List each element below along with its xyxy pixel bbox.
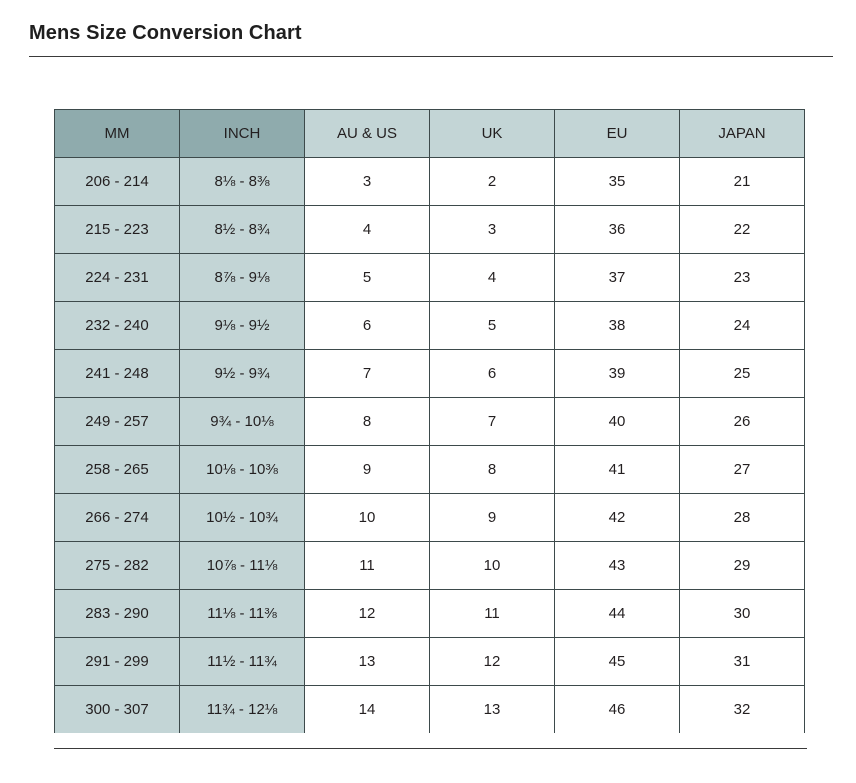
header-au-us: AU & US — [305, 110, 430, 158]
table-row — [55, 446, 805, 494]
cell-eu: 37 — [555, 254, 680, 302]
title-divider — [29, 56, 833, 57]
cell-au-us: 12 — [305, 590, 430, 638]
cell-japan: 27 — [680, 446, 805, 494]
cell-mm: 215 - 223 — [55, 206, 180, 254]
cell-au-us: 5 — [305, 254, 430, 302]
cell-eu: 35 — [555, 158, 680, 206]
cell-japan: 32 — [680, 686, 805, 734]
header-uk: UK — [430, 110, 555, 158]
table-row — [55, 590, 805, 638]
cell-japan: 24 — [680, 302, 805, 350]
cell-eu: 40 — [555, 398, 680, 446]
cell-au-us: 3 — [305, 158, 430, 206]
cell-mm: 241 - 248 — [55, 350, 180, 398]
cell-au-us: 6 — [305, 302, 430, 350]
table-row — [55, 158, 805, 206]
cell-mm: 232 - 240 — [55, 302, 180, 350]
cell-japan: 28 — [680, 494, 805, 542]
cell-inch: 11½ - 11¾ — [180, 638, 305, 686]
cell-eu: 44 — [555, 590, 680, 638]
table-row — [55, 254, 805, 302]
cell-uk: 4 — [430, 254, 555, 302]
table-row — [55, 494, 805, 542]
cell-inch: 9¾ - 10⅛ — [180, 398, 305, 446]
size-conversion-table — [54, 109, 805, 733]
cell-inch: 10⅞ - 11⅛ — [180, 542, 305, 590]
cell-japan: 25 — [680, 350, 805, 398]
cell-japan: 23 — [680, 254, 805, 302]
cell-uk: 10 — [430, 542, 555, 590]
cell-inch: 11⅛ - 11⅜ — [180, 590, 305, 638]
header-japan: JAPAN — [680, 110, 805, 158]
cell-uk: 11 — [430, 590, 555, 638]
cell-uk: 6 — [430, 350, 555, 398]
cell-au-us: 4 — [305, 206, 430, 254]
cell-inch: 8⅛ - 8⅜ — [180, 158, 305, 206]
cell-japan: 26 — [680, 398, 805, 446]
cell-eu: 42 — [555, 494, 680, 542]
header-inch: INCH — [180, 110, 305, 158]
cell-eu: 38 — [555, 302, 680, 350]
cell-japan: 30 — [680, 590, 805, 638]
table-row — [55, 686, 805, 734]
cell-japan: 29 — [680, 542, 805, 590]
header-mm: MM — [55, 110, 180, 158]
bottom-divider — [54, 748, 807, 749]
cell-inch: 9½ - 9¾ — [180, 350, 305, 398]
table-row — [55, 206, 805, 254]
cell-au-us: 10 — [305, 494, 430, 542]
cell-eu: 41 — [555, 446, 680, 494]
cell-uk: 12 — [430, 638, 555, 686]
cell-eu: 36 — [555, 206, 680, 254]
cell-eu: 39 — [555, 350, 680, 398]
table-header-row — [55, 110, 805, 158]
cell-inch: 10⅛ - 10⅜ — [180, 446, 305, 494]
cell-japan: 31 — [680, 638, 805, 686]
cell-inch: 8⅞ - 9⅛ — [180, 254, 305, 302]
cell-uk: 13 — [430, 686, 555, 734]
cell-au-us: 7 — [305, 350, 430, 398]
cell-mm: 300 - 307 — [55, 686, 180, 734]
cell-au-us: 9 — [305, 446, 430, 494]
cell-uk: 7 — [430, 398, 555, 446]
cell-japan: 22 — [680, 206, 805, 254]
header-eu: EU — [555, 110, 680, 158]
cell-inch: 10½ - 10¾ — [180, 494, 305, 542]
table-row — [55, 398, 805, 446]
cell-mm: 266 - 274 — [55, 494, 180, 542]
page-title: Mens Size Conversion Chart — [29, 22, 302, 44]
cell-inch: 9⅛ - 9½ — [180, 302, 305, 350]
cell-eu: 43 — [555, 542, 680, 590]
cell-mm: 291 - 299 — [55, 638, 180, 686]
cell-au-us: 8 — [305, 398, 430, 446]
cell-japan: 21 — [680, 158, 805, 206]
cell-au-us: 14 — [305, 686, 430, 734]
cell-eu: 45 — [555, 638, 680, 686]
cell-inch: 11¾ - 12⅛ — [180, 686, 305, 734]
cell-uk: 9 — [430, 494, 555, 542]
cell-uk: 8 — [430, 446, 555, 494]
table-row — [55, 302, 805, 350]
table-row — [55, 350, 805, 398]
cell-uk: 5 — [430, 302, 555, 350]
cell-uk: 2 — [430, 158, 555, 206]
cell-mm: 206 - 214 — [55, 158, 180, 206]
table-row — [55, 542, 805, 590]
cell-inch: 8½ - 8¾ — [180, 206, 305, 254]
cell-au-us: 13 — [305, 638, 430, 686]
cell-uk: 3 — [430, 206, 555, 254]
cell-mm: 258 - 265 — [55, 446, 180, 494]
cell-mm: 224 - 231 — [55, 254, 180, 302]
cell-au-us: 11 — [305, 542, 430, 590]
cell-mm: 249 - 257 — [55, 398, 180, 446]
cell-eu: 46 — [555, 686, 680, 734]
cell-mm: 283 - 290 — [55, 590, 180, 638]
cell-mm: 275 - 282 — [55, 542, 180, 590]
table-row — [55, 638, 805, 686]
